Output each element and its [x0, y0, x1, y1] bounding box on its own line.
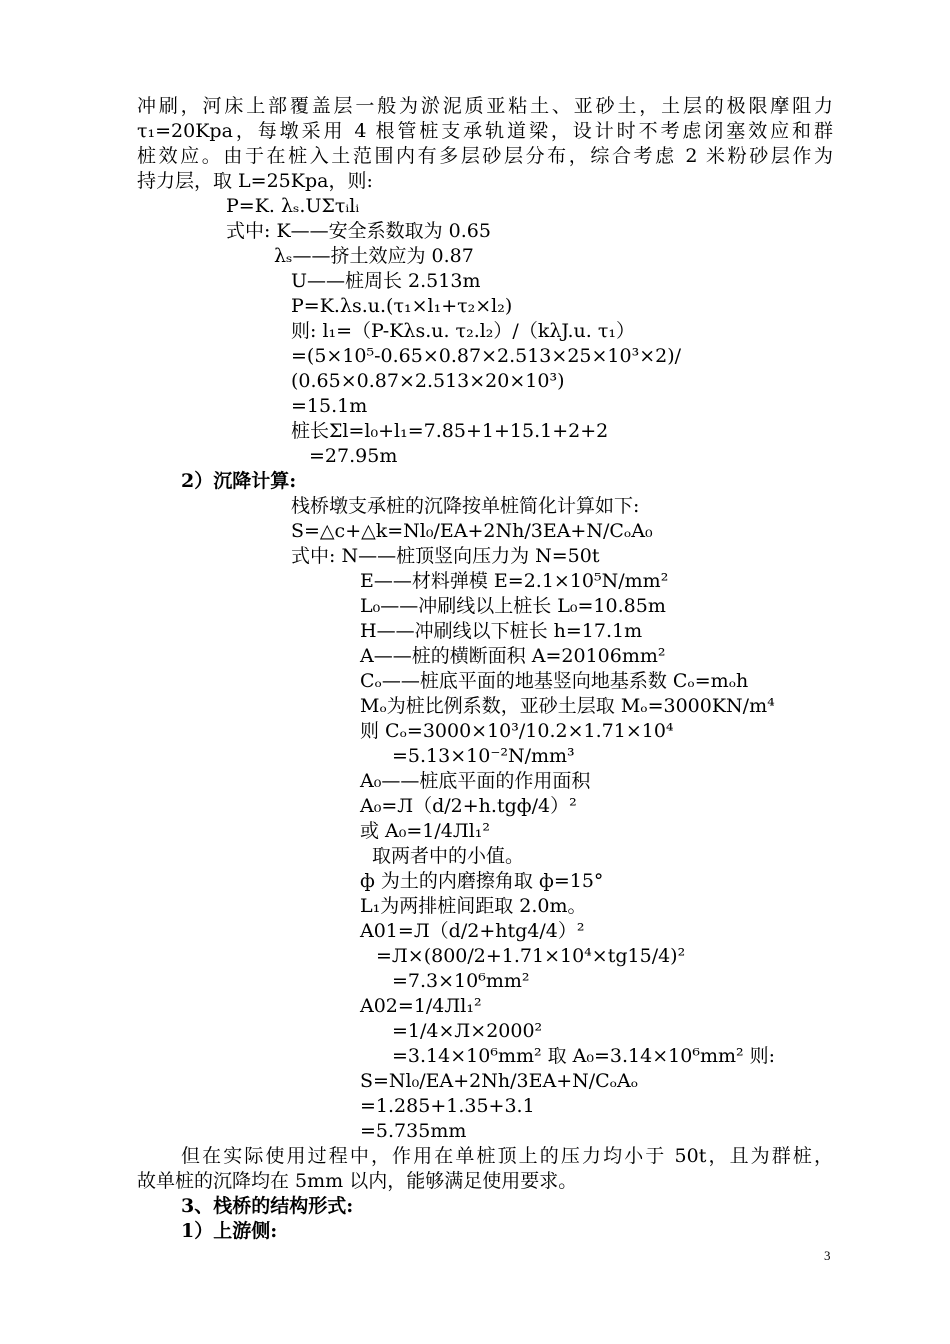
- section-heading: 3、栈桥的结构形式:: [181, 1195, 354, 1217]
- formula-line: =5.13×10⁻²N/mm³: [392, 745, 575, 767]
- text-line: 取两者中的小值。: [372, 845, 525, 867]
- text-line: λₛ——挤土效应为 0.87: [274, 245, 474, 267]
- text-line: 栈桥墩支承桩的沉降按单桩简化计算如下:: [291, 495, 640, 517]
- formula-line: A₀=Л（d/2+h.tgф/4）²: [360, 795, 577, 817]
- formula-line: A02=1/4Лl₁²: [360, 995, 482, 1017]
- text-line: 持力层，取 L=25Kpa，则:: [137, 170, 373, 192]
- text-line: A——桩的横断面积 A=20106mm²: [360, 645, 666, 667]
- formula-line: =15.1m: [291, 395, 368, 417]
- formula-line: 或 A₀=1/4Лl₁²: [360, 820, 491, 842]
- formula-line: S=Nl₀/EA+2Nh/3EA+N/CₒAₒ: [360, 1070, 639, 1092]
- text-line: L₀——冲刷线以上桩长 L₀=10.85m: [360, 595, 666, 617]
- formula-line: 则: l₁=（P-Kλs.u. τ₂.l₂）/（kλJ.u. τ₁）: [291, 320, 636, 342]
- section-heading: 1）上游侧:: [181, 1220, 278, 1242]
- text-line: Cₒ——桩底平面的地基竖向地基系数 Cₒ=mₒh: [360, 670, 749, 692]
- formula-line: =7.3×10⁶mm²: [392, 970, 530, 992]
- text-line: 式中: N——桩顶竖向压力为 N=50t: [291, 545, 600, 567]
- text-line: 但在实际使用过程中，作用在单桩顶上的压力均小于 50t，且为群桩，: [181, 1145, 833, 1167]
- text-line: H——冲刷线以下桩长 h=17.1m: [360, 620, 643, 642]
- formula-line: =5.735mm: [360, 1120, 467, 1142]
- formula-line: (0.65×0.87×2.513×20×10³): [291, 370, 565, 392]
- page-number: 3: [824, 1248, 831, 1263]
- formula-line: A01=Л（d/2+htg4/4）²: [360, 920, 585, 942]
- text-line: A₀——桩底平面的作用面积: [360, 770, 591, 792]
- formula-line: S=△c+△k=Nl₀/EA+2Nh/3EA+N/CₒA₀: [291, 520, 653, 542]
- text-line: 故单桩的沉降均在 5mm 以内，能够满足使用要求。: [137, 1170, 578, 1192]
- section-heading: 2）沉降计算:: [181, 470, 297, 492]
- text-line: 冲刷，河床上部覆盖层一般为淤泥质亚粘土、亚砂土，土层的极限摩阻力: [137, 95, 833, 117]
- formula-line: P=K. λₛ.UΣτᵢlᵢ: [226, 195, 360, 217]
- text-line: τ₁=20Kpa，每墩采用 4 根管桩支承轨道梁，设计时不考虑闭塞效应和群: [137, 120, 833, 142]
- formula-line: =27.95m: [309, 445, 398, 467]
- formula-line: =Л×(800/2+1.71×10⁴×tg15/4)²: [376, 945, 686, 967]
- formula-line: =1.285+1.35+3.1: [360, 1095, 535, 1117]
- formula-line: 则 Cₒ=3000×10³/10.2×1.71×10⁴: [360, 720, 674, 742]
- text-line: 式中: K——安全系数取为 0.65: [226, 220, 491, 242]
- formula-line: =1/4×Л×2000²: [392, 1020, 543, 1042]
- text-line: L₁为两排桩间距取 2.0m。: [360, 895, 587, 917]
- text-line: ф 为土的内磨擦角取 ф=15°: [360, 870, 604, 892]
- text-line: Mₒ为桩比例系数，亚砂土层取 Mₒ=3000KN/m⁴: [360, 695, 775, 717]
- formula-line: P=K.λs.u.(τ₁×l₁+τ₂×l₂): [291, 295, 513, 317]
- formula-line: =3.14×10⁶mm² 取 A₀=3.14×10⁶mm² 则:: [392, 1045, 776, 1067]
- text-line: U——桩周长 2.513m: [291, 270, 481, 292]
- formula-line: 桩长Σl=l₀+l₁=7.85+1+15.1+2+2: [291, 420, 609, 442]
- text-line: E——材料弹模 E=2.1×10⁵N/mm²: [360, 570, 669, 592]
- text-line: 桩效应。由于在桩入土范围内有多层砂层分布，综合考虑 2 米粉砂层作为: [137, 145, 833, 167]
- formula-line: =(5×10⁵-0.65×0.87×2.513×25×10³×2)/: [291, 345, 682, 367]
